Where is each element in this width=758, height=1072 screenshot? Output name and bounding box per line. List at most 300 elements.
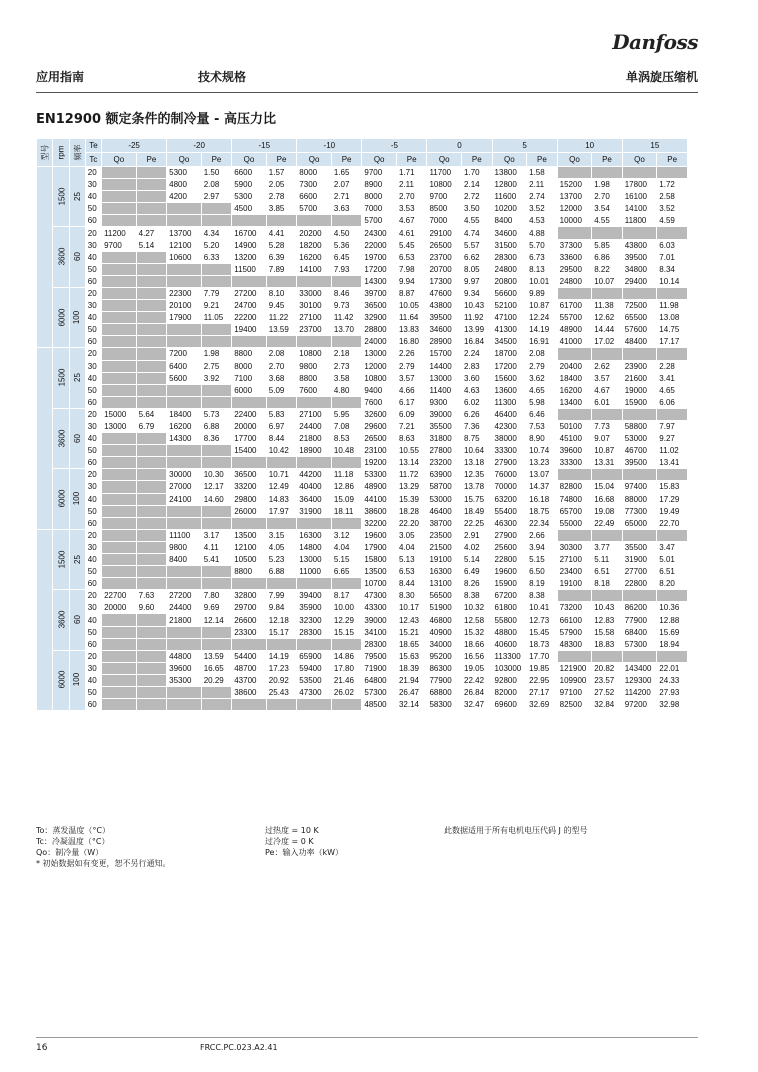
pe-cell (136, 662, 167, 674)
qo-cell: 34500 (492, 336, 527, 348)
pe-cell: 7.01 (657, 251, 688, 263)
qo-cell: 15700 (427, 348, 462, 360)
pe-cell: 20.29 (201, 674, 232, 686)
pe-cell: 10.30 (201, 469, 232, 481)
pe-cell: 6.33 (201, 251, 232, 263)
qo-cell (167, 638, 202, 650)
pe-cell: 8.22 (592, 263, 623, 275)
qo-cell: 8000 (232, 360, 267, 372)
pe-cell: 9.69 (201, 602, 232, 614)
te-value: -15 (232, 139, 297, 153)
tc-value: 40 (85, 433, 101, 445)
qo-cell (167, 566, 202, 578)
freq-value-label: 100 (72, 491, 82, 506)
pe-cell: 5.98 (527, 396, 558, 408)
pe-cell (331, 638, 362, 650)
qo-cell: 53000 (427, 493, 462, 505)
qo-cell: 14800 (297, 541, 332, 553)
qo-cell: 18400 (557, 372, 592, 384)
freq-value (69, 287, 85, 347)
page-number: 16 (36, 1043, 48, 1053)
te-value: -25 (102, 139, 167, 153)
pe-cell: 22.95 (527, 674, 558, 686)
qo-cell (297, 396, 332, 408)
qo-cell (622, 469, 657, 481)
tc-value: 60 (85, 578, 101, 590)
qo-cell: 66100 (557, 614, 592, 626)
pe-cell: 2.11 (527, 179, 558, 191)
tc-value: 50 (85, 687, 101, 699)
pe-cell (136, 336, 167, 348)
pe-cell: 22.70 (657, 517, 688, 529)
pe-cell (592, 227, 623, 239)
table-row (37, 566, 688, 578)
qo-header: Qo (492, 153, 527, 167)
pe-cell: 4.34 (201, 227, 232, 239)
pe-cell (657, 408, 688, 420)
pe-cell: 19.08 (592, 505, 623, 517)
qo-cell: 15400 (232, 445, 267, 457)
qo-cell: 26000 (232, 505, 267, 517)
qo-cell: 24700 (232, 300, 267, 312)
qo-cell (102, 517, 137, 529)
qo-cell (102, 699, 137, 711)
pe-cell: 14.37 (527, 481, 558, 493)
pe-cell: 22.49 (592, 517, 623, 529)
pe-cell (136, 481, 167, 493)
qo-cell: 25600 (492, 541, 527, 553)
qo-cell: 10200 (492, 203, 527, 215)
qo-cell: 82500 (557, 699, 592, 711)
qo-cell: 38000 (492, 433, 527, 445)
pe-cell: 8.20 (657, 578, 688, 590)
pe-cell: 4.55 (462, 215, 493, 227)
pe-cell: 6.51 (657, 566, 688, 578)
pe-cell (266, 215, 297, 227)
qo-cell: 53500 (297, 674, 332, 686)
pe-cell: 12.29 (331, 614, 362, 626)
qo-cell: 5900 (232, 179, 267, 191)
tc-value: 30 (85, 360, 101, 372)
qo-cell: 28300 (297, 626, 332, 638)
qo-cell: 33000 (297, 287, 332, 299)
qo-cell: 14400 (427, 360, 462, 372)
qo-cell: 23200 (427, 457, 462, 469)
page-header (36, 68, 698, 88)
qo-header: Qo (622, 153, 657, 167)
pe-cell: 4.80 (331, 384, 362, 396)
model-name (37, 529, 53, 710)
pe-cell (201, 384, 232, 396)
pe-cell: 14.19 (527, 324, 558, 336)
header-product: 单涡旋压缩机 (625, 70, 698, 84)
pe-cell (136, 324, 167, 336)
pe-cell: 2.24 (462, 348, 493, 360)
pe-cell (592, 469, 623, 481)
table-row (37, 517, 688, 529)
tc-value: 20 (85, 469, 101, 481)
qo-cell: 23700 (427, 251, 462, 263)
pe-cell (136, 529, 167, 541)
pe-cell: 9.73 (331, 300, 362, 312)
tc-value: 60 (85, 396, 101, 408)
qo-cell (622, 408, 657, 420)
qo-cell: 48500 (362, 699, 397, 711)
qo-cell: 68800 (427, 687, 462, 699)
pe-cell: 10.00 (331, 602, 362, 614)
pe-cell: 9.07 (592, 433, 623, 445)
rpm-value (53, 529, 69, 589)
qo-cell (102, 275, 137, 287)
pe-cell: 13.99 (462, 324, 493, 336)
qo-cell: 48300 (557, 638, 592, 650)
qo-cell: 13700 (167, 227, 202, 239)
pe-cell: 5.83 (266, 408, 297, 420)
qo-cell: 16200 (167, 420, 202, 432)
qo-cell (102, 614, 137, 626)
qo-cell: 27900 (492, 457, 527, 469)
qo-cell: 86300 (427, 662, 462, 674)
qo-cell (167, 445, 202, 457)
pe-cell: 3.05 (396, 529, 427, 541)
header-row-te (37, 139, 688, 153)
qo-header: Qo (297, 153, 332, 167)
pe-cell (331, 215, 362, 227)
pe-cell: 32.69 (527, 699, 558, 711)
pe-cell: 18.65 (396, 638, 427, 650)
pe-cell: 6.02 (462, 396, 493, 408)
tc-value: 30 (85, 662, 101, 674)
qo-cell: 22000 (362, 239, 397, 251)
te-value: -20 (167, 139, 232, 153)
pe-cell: 11.42 (331, 312, 362, 324)
pe-cell (657, 287, 688, 299)
tc-value: 30 (85, 179, 101, 191)
pe-cell: 2.71 (331, 191, 362, 203)
qo-cell: 7600 (297, 384, 332, 396)
qo-cell: 55000 (557, 517, 592, 529)
table-row (37, 541, 688, 553)
pe-cell (201, 517, 232, 529)
pe-cell: 18.49 (462, 505, 493, 517)
pe-cell: 4.61 (396, 227, 427, 239)
pe-cell (136, 469, 167, 481)
note-qo: Qo：制冷量（W） (36, 848, 104, 857)
pe-cell: 8.10 (266, 287, 297, 299)
qo-cell: 9700 (427, 191, 462, 203)
qo-cell: 22800 (622, 578, 657, 590)
tc-value: 60 (85, 699, 101, 711)
freq-value (69, 469, 85, 529)
pe-cell: 6.53 (396, 251, 427, 263)
qo-cell (102, 457, 137, 469)
pe-cell: 7.73 (592, 420, 623, 432)
pe-cell: 12.86 (331, 481, 362, 493)
table-row (37, 614, 688, 626)
qo-cell: 40400 (297, 481, 332, 493)
tc-value: 20 (85, 287, 101, 299)
pe-cell: 18.94 (657, 638, 688, 650)
qo-cell: 43300 (362, 602, 397, 614)
tc-value: 40 (85, 372, 101, 384)
pe-cell: 7.97 (657, 420, 688, 432)
qo-cell: 36500 (232, 469, 267, 481)
qo-cell: 77300 (622, 505, 657, 517)
qo-cell: 37300 (557, 239, 592, 251)
pe-cell: 1.98 (592, 179, 623, 191)
pe-cell: 1.58 (527, 167, 558, 179)
pe-cell: 10.64 (462, 445, 493, 457)
qo-cell: 65000 (622, 517, 657, 529)
pe-cell: 27.52 (592, 687, 623, 699)
pe-cell: 10.71 (266, 469, 297, 481)
qo-cell (102, 372, 137, 384)
qo-cell: 57600 (622, 324, 657, 336)
pe-cell (592, 590, 623, 602)
qo-cell: 13000 (362, 348, 397, 360)
pe-cell (136, 312, 167, 324)
qo-cell: 9700 (362, 167, 397, 179)
tc-value: 50 (85, 566, 101, 578)
qo-cell: 14300 (167, 433, 202, 445)
pe-cell: 6.86 (592, 251, 623, 263)
header-guide: 应用指南 (36, 70, 85, 84)
qo-cell: 88000 (622, 493, 657, 505)
pe-cell: 3.68 (266, 372, 297, 384)
pe-cell: 6.88 (201, 420, 232, 432)
qo-cell: 46400 (492, 408, 527, 420)
pe-cell (136, 493, 167, 505)
tc-value: 40 (85, 614, 101, 626)
qo-header: Qo (167, 153, 202, 167)
pe-cell: 7.98 (396, 263, 427, 275)
pe-cell (201, 324, 232, 336)
tc-value: 30 (85, 300, 101, 312)
table-row (37, 275, 688, 287)
table-row (37, 457, 688, 469)
qo-cell: 20700 (427, 263, 462, 275)
capacity-table (36, 138, 688, 711)
qo-cell: 13500 (362, 566, 397, 578)
qo-cell: 6600 (297, 191, 332, 203)
qo-cell: 33300 (492, 445, 527, 457)
pe-cell (266, 396, 297, 408)
qo-cell: 61700 (557, 300, 592, 312)
qo-cell: 22700 (102, 590, 137, 602)
pe-cell: 2.97 (201, 191, 232, 203)
pe-cell: 9.97 (462, 275, 493, 287)
qo-cell: 44200 (297, 469, 332, 481)
pe-cell: 2.91 (462, 529, 493, 541)
qo-cell: 46300 (492, 517, 527, 529)
pe-cell: 2.58 (657, 191, 688, 203)
tc-value: 40 (85, 674, 101, 686)
qo-cell: 34000 (427, 638, 462, 650)
qo-cell (102, 505, 137, 517)
pe-cell (136, 566, 167, 578)
pe-cell: 15.17 (266, 626, 297, 638)
qo-cell: 57300 (362, 687, 397, 699)
qo-cell (102, 469, 137, 481)
pe-cell (136, 517, 167, 529)
pe-cell: 2.62 (592, 360, 623, 372)
pe-cell: 6.01 (592, 396, 623, 408)
qo-cell: 11100 (167, 529, 202, 541)
qo-cell: 39400 (297, 590, 332, 602)
qo-cell: 28800 (362, 324, 397, 336)
qo-cell: 77900 (622, 614, 657, 626)
pe-cell: 2.28 (657, 360, 688, 372)
pe-cell: 6.26 (462, 408, 493, 420)
qo-cell: 10800 (427, 179, 462, 191)
qo-cell (297, 457, 332, 469)
qo-cell: 9700 (102, 239, 137, 251)
pe-cell: 11.05 (201, 312, 232, 324)
pe-cell: 9.94 (396, 275, 427, 287)
pe-cell: 25.43 (266, 687, 297, 699)
table-row (37, 626, 688, 638)
tc-value: 20 (85, 227, 101, 239)
qo-cell (622, 227, 657, 239)
qo-cell: 23700 (297, 324, 332, 336)
pe-header: Pe (331, 153, 362, 167)
qo-cell: 20400 (557, 360, 592, 372)
tc-value: 50 (85, 445, 101, 457)
qo-cell: 9800 (167, 541, 202, 553)
qo-cell: 65500 (622, 312, 657, 324)
qo-cell: 57900 (557, 626, 592, 638)
pe-cell: 1.72 (657, 179, 688, 191)
qo-cell (102, 179, 137, 191)
pe-header: Pe (266, 153, 297, 167)
freq-value (69, 167, 85, 227)
qo-cell: 11500 (232, 263, 267, 275)
pe-cell: 9.21 (201, 300, 232, 312)
pe-cell: 5.09 (266, 384, 297, 396)
note-subcool: 过冷度 = 0 K (265, 837, 314, 846)
qo-cell (232, 215, 267, 227)
pe-cell: 11.22 (266, 312, 297, 324)
qo-cell: 19200 (362, 457, 397, 469)
pe-header: Pe (136, 153, 167, 167)
table-row (37, 167, 688, 179)
pe-cell: 10.05 (396, 300, 427, 312)
qo-cell: 51900 (427, 602, 462, 614)
qo-cell (102, 396, 137, 408)
tc-value: 30 (85, 541, 101, 553)
pe-cell: 2.08 (266, 348, 297, 360)
qo-cell: 27100 (297, 408, 332, 420)
pe-cell (331, 336, 362, 348)
table-row (37, 650, 688, 662)
qo-cell (297, 517, 332, 529)
qo-cell: 29700 (232, 602, 267, 614)
pe-cell: 2.14 (462, 179, 493, 191)
qo-cell: 26500 (362, 433, 397, 445)
qo-header: Qo (102, 153, 137, 167)
qo-cell: 47300 (297, 687, 332, 699)
qo-cell: 19100 (427, 554, 462, 566)
pe-cell: 13.29 (396, 481, 427, 493)
qo-cell: 27100 (557, 554, 592, 566)
qo-cell: 16700 (232, 227, 267, 239)
qo-cell: 38600 (362, 505, 397, 517)
pe-cell: 12.49 (266, 481, 297, 493)
pe-cell: 26.84 (462, 687, 493, 699)
pe-cell: 3.57 (592, 372, 623, 384)
qo-cell: 41300 (492, 324, 527, 336)
pe-cell: 16.80 (396, 336, 427, 348)
pe-cell: 5.28 (266, 239, 297, 251)
pe-header: Pe (201, 153, 232, 167)
qo-cell (557, 167, 592, 179)
freq-value-label: 60 (72, 252, 82, 262)
qo-cell: 31800 (427, 433, 462, 445)
qo-cell: 73200 (557, 602, 592, 614)
qo-cell: 17300 (427, 275, 462, 287)
col-rpm-header-label: rpm (56, 145, 66, 160)
pe-cell: 32.84 (592, 699, 623, 711)
pe-cell: 12.88 (657, 614, 688, 626)
pe-cell: 18.11 (331, 505, 362, 517)
pe-cell: 5.57 (462, 239, 493, 251)
pe-cell: 32.47 (462, 699, 493, 711)
qo-cell: 13200 (232, 251, 267, 263)
tc-value: 60 (85, 638, 101, 650)
qo-cell: 8400 (167, 554, 202, 566)
pe-cell (201, 396, 232, 408)
pe-cell: 2.70 (396, 191, 427, 203)
qo-cell: 77900 (427, 674, 462, 686)
tc-value: 40 (85, 312, 101, 324)
table-row (37, 420, 688, 432)
pe-cell: 10.55 (396, 445, 427, 457)
pe-cell (592, 650, 623, 662)
qo-cell: 16100 (622, 191, 657, 203)
qo-cell: 48800 (492, 626, 527, 638)
table-row (37, 529, 688, 541)
qo-cell (102, 263, 137, 275)
pe-cell: 1.65 (331, 167, 362, 179)
qo-cell: 18700 (492, 348, 527, 360)
freq-value-label: 100 (72, 673, 82, 687)
pe-cell (201, 699, 232, 711)
qo-cell: 24800 (557, 275, 592, 287)
pe-cell: 15.69 (657, 626, 688, 638)
qo-cell (102, 554, 137, 566)
te-value: 10 (557, 139, 622, 153)
pe-cell: 5.36 (331, 239, 362, 251)
qo-cell: 9800 (297, 360, 332, 372)
pe-cell: 5.01 (657, 554, 688, 566)
qo-cell: 28300 (492, 251, 527, 263)
qo-cell: 10800 (362, 372, 397, 384)
qo-cell: 8800 (232, 348, 267, 360)
pe-cell: 5.13 (396, 554, 427, 566)
pe-cell: 2.75 (201, 360, 232, 372)
pe-cell: 2.05 (266, 179, 297, 191)
qo-cell (167, 457, 202, 469)
tc-value: 20 (85, 650, 101, 662)
qo-cell (557, 590, 592, 602)
pe-cell: 6.45 (331, 251, 362, 263)
pe-cell: 6.49 (462, 566, 493, 578)
pe-cell: 26.02 (331, 687, 362, 699)
qo-cell: 28900 (427, 336, 462, 348)
qo-cell: 29600 (362, 420, 397, 432)
qo-cell: 8900 (362, 179, 397, 191)
pe-cell: 8.26 (462, 578, 493, 590)
